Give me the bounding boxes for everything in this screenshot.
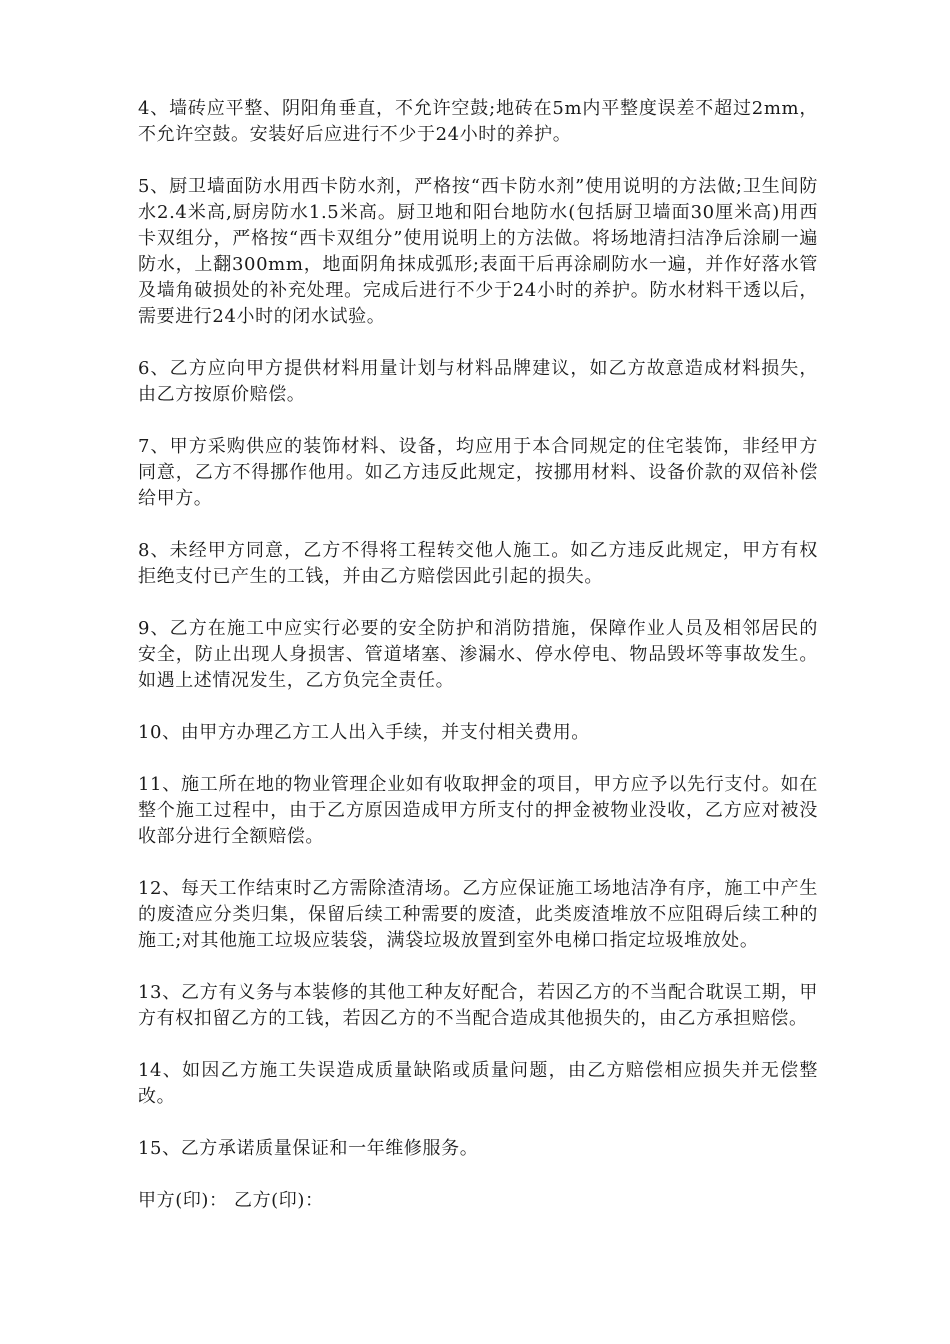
- clause-7: 7、甲方采购供应的装饰材料、设备，均应用于本合同规定的住宅装饰，非经甲方同意，乙方不得挪作他用。如乙方违反此规定，按挪用材料、设备价款的双倍补偿给甲方。: [138, 436, 818, 509]
- clause-15: 15、乙方承诺质量保证和一年维修服务。: [138, 1138, 479, 1159]
- clause-12: 12、每天工作结束时乙方需除渣清场。乙方应保证施工场地洁净有序，施工中产生的废渣应分类归集，保留后续工种需要的废渣，此类废渣堆放不应阻碍后续工种的施工;对其他施工垃圾应装袋，满袋垃圾放置到室外电梯口指定垃圾堆放处。: [138, 878, 818, 951]
- clause-8: 8、未经甲方同意，乙方不得将工程转交他人施工。如乙方违反此规定，甲方有权拒绝支付已产生的工钱，并由乙方赔偿因此引起的损失。: [138, 540, 818, 587]
- clause-4: 4、墙砖应平整、阴阳角垂直，不允许空鼓;地砖在5m内平整度误差不超过2mm，不允许空鼓。安装好后应进行不少于24小时的养护。: [138, 98, 818, 145]
- clause-5: 5、厨卫墙面防水用西卡防水剂，严格按“西卡防水剂”使用说明的方法做;卫生间防水2.4米高,厨房防水1.5米高。厨卫地和阳台地防水(包括厨卫墙面30厘米高)用西卡双组分，严格按“西卡双组分”使用说明上的方法做。将场地清扫洁净后涂刷一遍防水，上翻300mm，地面阴角抹成弧形;表面干后再涂刷防水一遍，并作好落水管及墙角破损处的补充处理。完成后进行不少于24小时的养护。防水材料干透以后，需要进行24小时的闭水试验。: [138, 176, 818, 327]
- contract-body: [138, 96, 818, 1214]
- clause-11: 11、施工所在地的物业管理企业如有收取押金的项目，甲方应予以先行支付。如在整个施工过程中，由于乙方原因造成甲方所支付的押金被物业没收，乙方应对被没收部分进行全额赔偿。: [138, 774, 818, 847]
- signature-line: 甲方(印)： 乙方(印)：: [138, 1190, 324, 1211]
- clause-13: 13、乙方有义务与本装修的其他工种友好配合，若因乙方的不当配合耽误工期，甲方有权扣留乙方的工钱，若因乙方的不当配合造成其他损失的，由乙方承担赔偿。: [138, 982, 818, 1029]
- clause-10: 10、由甲方办理乙方工人出入手续，并支付相关费用。: [138, 722, 590, 743]
- clause-14: 14、如因乙方施工失误造成质量缺陷或质量问题，由乙方赔偿相应损失并无偿整改。: [138, 1060, 818, 1107]
- clause-9: 9、乙方在施工中应实行必要的安全防护和消防措施，保障作业人员及相邻居民的安全，防止出现人身损害、管道堵塞、渗漏水、停水停电、物品毁坏等事故发生。如遇上述情况发生，乙方负完全责任。: [138, 618, 818, 691]
- clause-6: 6、乙方应向甲方提供材料用量计划与材料品牌建议，如乙方故意造成材料损失，由乙方按原价赔偿。: [138, 358, 818, 405]
